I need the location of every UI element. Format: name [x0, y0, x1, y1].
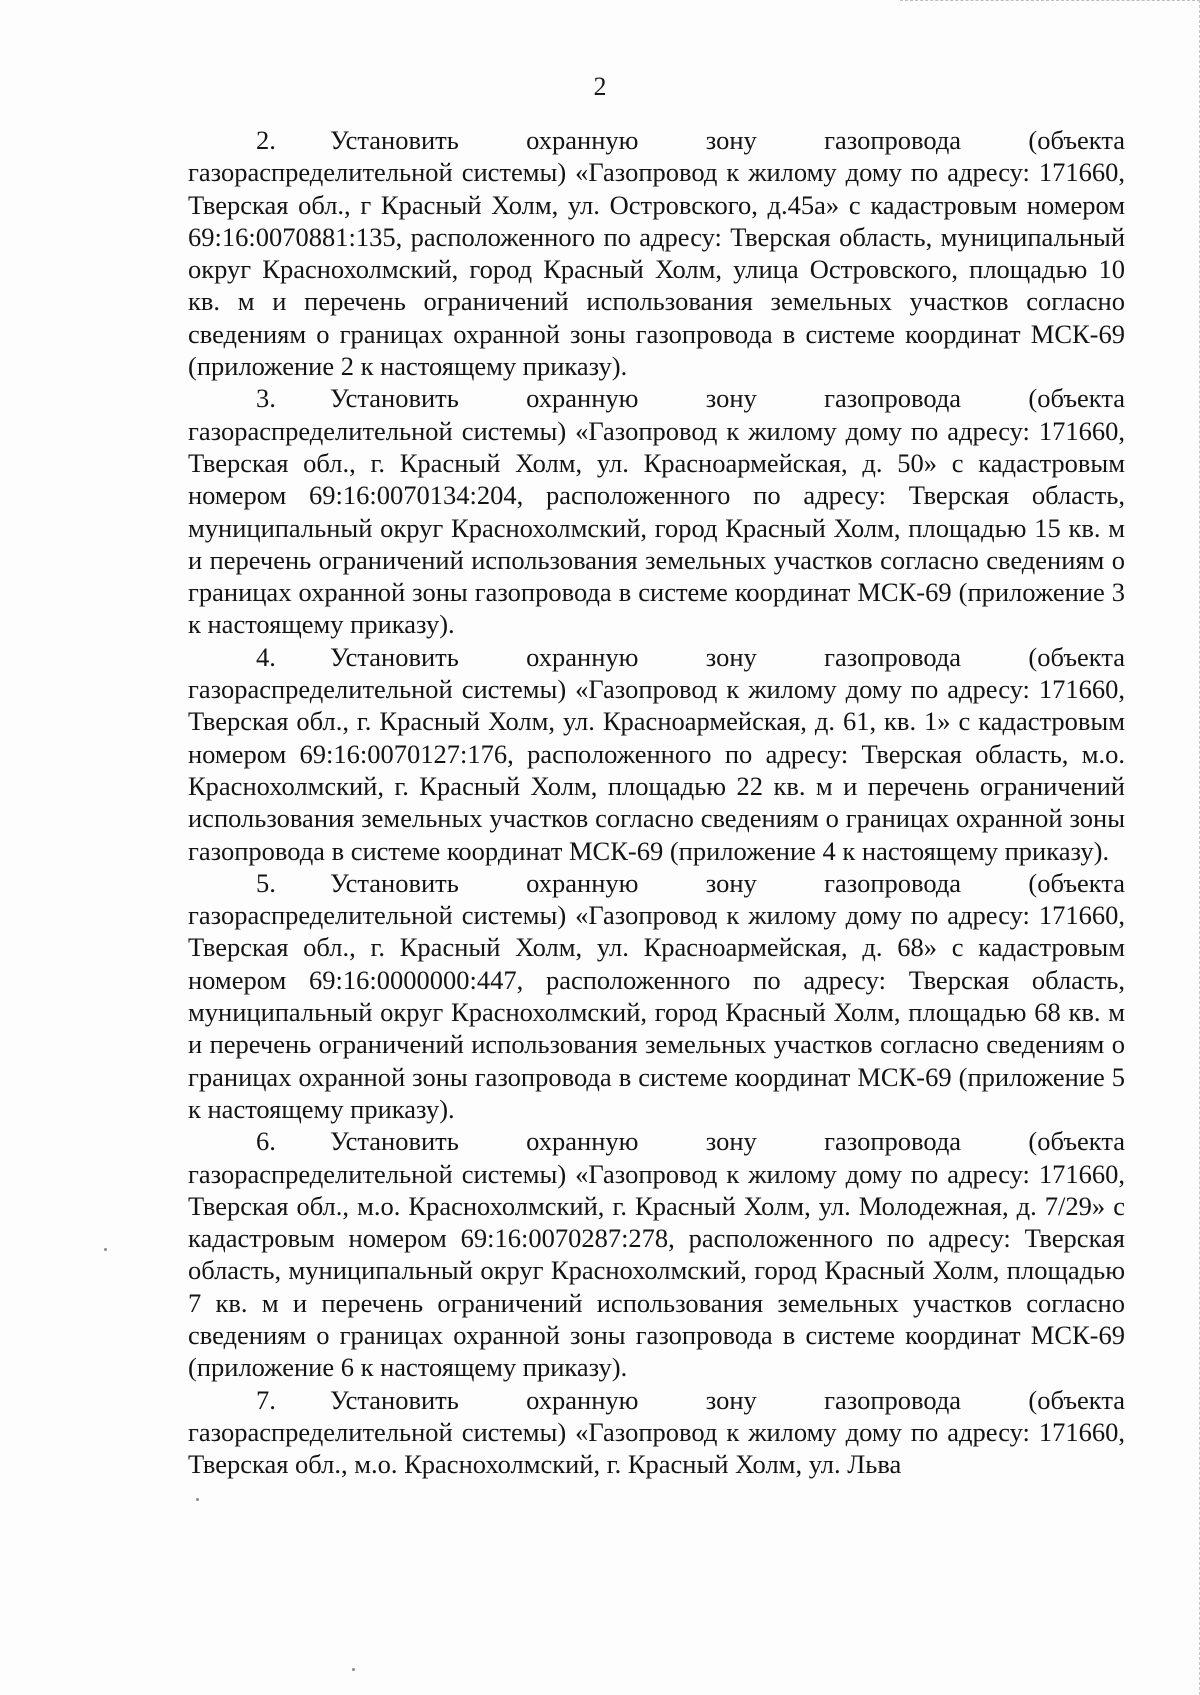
paragraph-text: Установить охранную зону газопровода (объекта газораспределительной системы) «Газопровод к жилому дому по адресу: 171660, Тверская обл., г. Красный Холм, ул. Красноармейская, д. 61, кв. 1» с кадастровым номером 69:16:0070127:176, расположенного по адресу: Тверская область, м.о. Краснохолмский, г. Красный Холм, площадью 22 кв. м и перечень ограничений использования земельных участков согласно сведениям о границах охранной зоны газопровода в системе координат МСК-69 (приложение 4 к настоящему приказу). — [188, 641, 1125, 866]
paragraph-text: Установить охранную зону газопровода (объекта газораспределительной системы) «Газопровод к жилому дому по адресу: 171660, Тверская обл., м.о. Краснохолмский, г. Красный Холм, ул. Льва — [188, 1384, 1125, 1480]
paragraph-number: 2. — [256, 125, 276, 155]
paragraph-item-6 — [188, 1125, 1125, 1383]
paragraph-item-5 — [188, 867, 1125, 1125]
paragraph-text: Установить охранную зону газопровода (объекта газораспределительной системы) «Газопровод к жилому дому по адресу: 171660, Тверская обл., г. Красный Холм, ул. Красноармейская, д. 50» с кадастровым номером 69:16:0070134:204, расположенного по адресу: Тверская область, муниципальный округ Краснохолмский, город Красный Холм, площадью 15 кв. м и перечень ограничений использования земельных участков согласно сведениям о границах охранной зоны газопровода в системе координат МСК-69 (приложение 3 к настоящему приказу). — [188, 383, 1125, 640]
paragraph-text: Установить охранную зону газопровода (объекта газораспределительной системы) «Газопровод к жилому дому по адресу: 171660, Тверская обл., г. Красный Холм, ул. Красноармейская, д. 68» с кадастровым номером 69:16:0000000:447, расположенного по адресу: Тверская область, муниципальный округ Краснохолмский, город Красный Холм, площадью 68 кв. м и перечень ограничений использования земельных участков согласно сведениям о границах охранной зоны газопровода в системе координат МСК-69 (приложение 5 к настоящему приказу). — [188, 867, 1125, 1124]
paragraph-text: Установить охранную зону газопровода (объекта газораспределительной системы) «Газопровод к жилому дому по адресу: 171660, Тверская обл., г Красный Холм, ул. Островского, д.45а» с кадастровым номером 69:16:0070881:135, расположенного по адресу: Тверская область, муниципальный округ Краснохолмский, город Красный Холм, улица Островского, площадью 10 кв. м и перечень ограничений использования земельных участков согласно сведениям о границах охранной зоны газопровода в системе координат МСК-69 (приложение 2 к настоящему приказу). — [188, 125, 1125, 382]
scan-speck — [104, 1248, 107, 1251]
paragraph-number: 3. — [256, 383, 276, 414]
paragraph-text: Установить охранную зону газопровода (объекта газораспределительной системы) «Газопровод к жилому дому по адресу: 171660, Тверская обл., м.о. Краснохолмский, г. Красный Холм, ул. Молодежная, д. 7/29» с кадастровым номером 69:16:0070287:278, расположенного по адресу: Тверская область, муниципальный округ Краснохолмский, город Красный Холм, площадью 7 кв. м и перечень ограничений использования земельных участков согласно сведениям о границах охранной зоны газопровода в системе координат МСК-69 (приложение 6 к настоящему приказу). — [188, 1126, 1125, 1383]
paragraph-item-7 — [188, 1384, 1125, 1481]
scan-speck — [352, 1668, 355, 1671]
paragraph-item-2 — [188, 124, 1125, 382]
document-body — [188, 124, 1125, 1480]
scan-speck — [196, 1498, 199, 1501]
page-number: 2 — [593, 72, 607, 101]
paragraph-number: 5. — [256, 867, 276, 898]
paragraph-number: 7. — [256, 1384, 276, 1415]
paragraph-number: 6. — [256, 1126, 276, 1157]
paragraph-item-4 — [188, 641, 1125, 867]
scan-edge-top — [900, 0, 1200, 3]
paragraph-number: 4. — [256, 641, 276, 672]
paragraph-item-3 — [188, 382, 1125, 640]
